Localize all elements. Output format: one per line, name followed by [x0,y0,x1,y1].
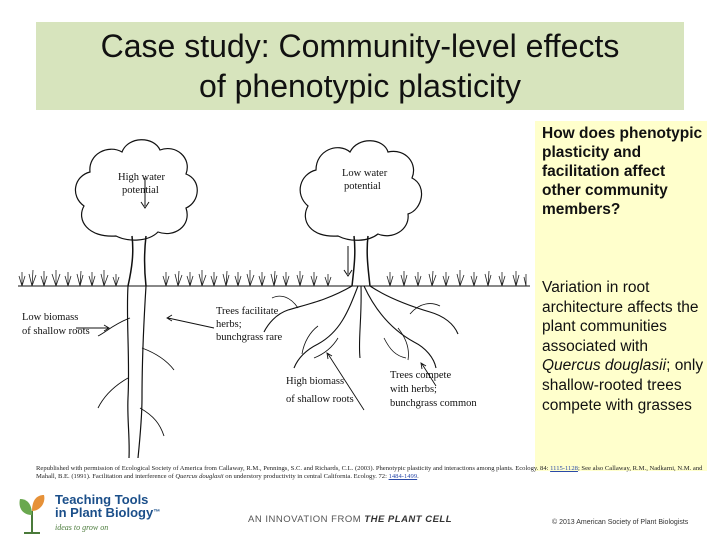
citation-part-1: Republished with permission of Ecological Society of America from Callaway, R.M., Pennings, S.C. and Richards, C.L. (2003). Phenotypic plasticity and interactions among plants. Ecology. 84: [36,465,551,472]
right-tree-trunk [352,236,370,286]
seedling-logo-icon [14,491,50,535]
left-crown-label: High water potential [118,172,165,196]
explanation-text [542,278,704,415]
copyright-notice: © 2013 American Society of Plant Biologists [552,519,689,526]
innovation-credit [248,514,452,525]
logo-wordmark [55,493,160,519]
explanation-part-1: Variation in root architecture affects the plant communities associated with [542,279,699,355]
citation-part-3: on understory productivity in central California. Ecology. 72: [223,473,389,480]
left-roots-label: Low biomass of shallow roots [22,312,90,337]
trademark-symbol: ™ [153,509,161,516]
citation-link-2[interactable]: 1484-1499 [388,473,418,480]
right-shallow-roots [264,286,458,368]
left-tree-trunk [128,236,146,286]
innovation-prefix: AN INNOVATION FROM [248,514,365,525]
compete-label: Trees compete with herbs; bunchgrass common [390,370,477,409]
slide-title-line-2: of phenotypic plasticity [199,68,521,104]
logo-line-2 [55,506,160,519]
root-architecture-illustration [18,118,530,460]
question-text: How does phenotypic plasticity and facilitation affect other community members? [542,125,703,218]
logo-tagline: ideas to grow on [55,523,109,532]
innovation-brand: THE PLANT CELL [364,514,453,525]
explanation-part-2: ; only shallow-rooted trees compete with grasses [542,357,704,414]
slide-title-line-1: Case study: Community-level effects [100,28,620,64]
citation-part-2: ; See also Callaway, R.M., Nadkarni, N.M. and Mahall, B.E. (1991). Facilitation and interference of [36,465,703,480]
logo-line-1: Teaching Tools [55,492,149,507]
left-tap-root [127,286,146,458]
citation-text [36,465,712,481]
citation-link-1[interactable]: 1115-1128 [550,465,578,472]
logo-line-2-text: in Plant Biology [55,505,154,520]
footer [0,483,720,540]
citation-part-4: . [417,473,419,480]
right-crown-label: Low water potential [342,168,388,192]
citation-species: Quercus douglasii [175,473,224,480]
right-roots-label: High biomass of shallow roots [286,376,354,405]
facilitate-label: Trees facilitate herbs; bunchgrass rare [216,306,283,343]
title-banner [36,22,684,110]
grass-row [19,270,526,286]
species-name: Quercus douglasii [542,357,667,375]
